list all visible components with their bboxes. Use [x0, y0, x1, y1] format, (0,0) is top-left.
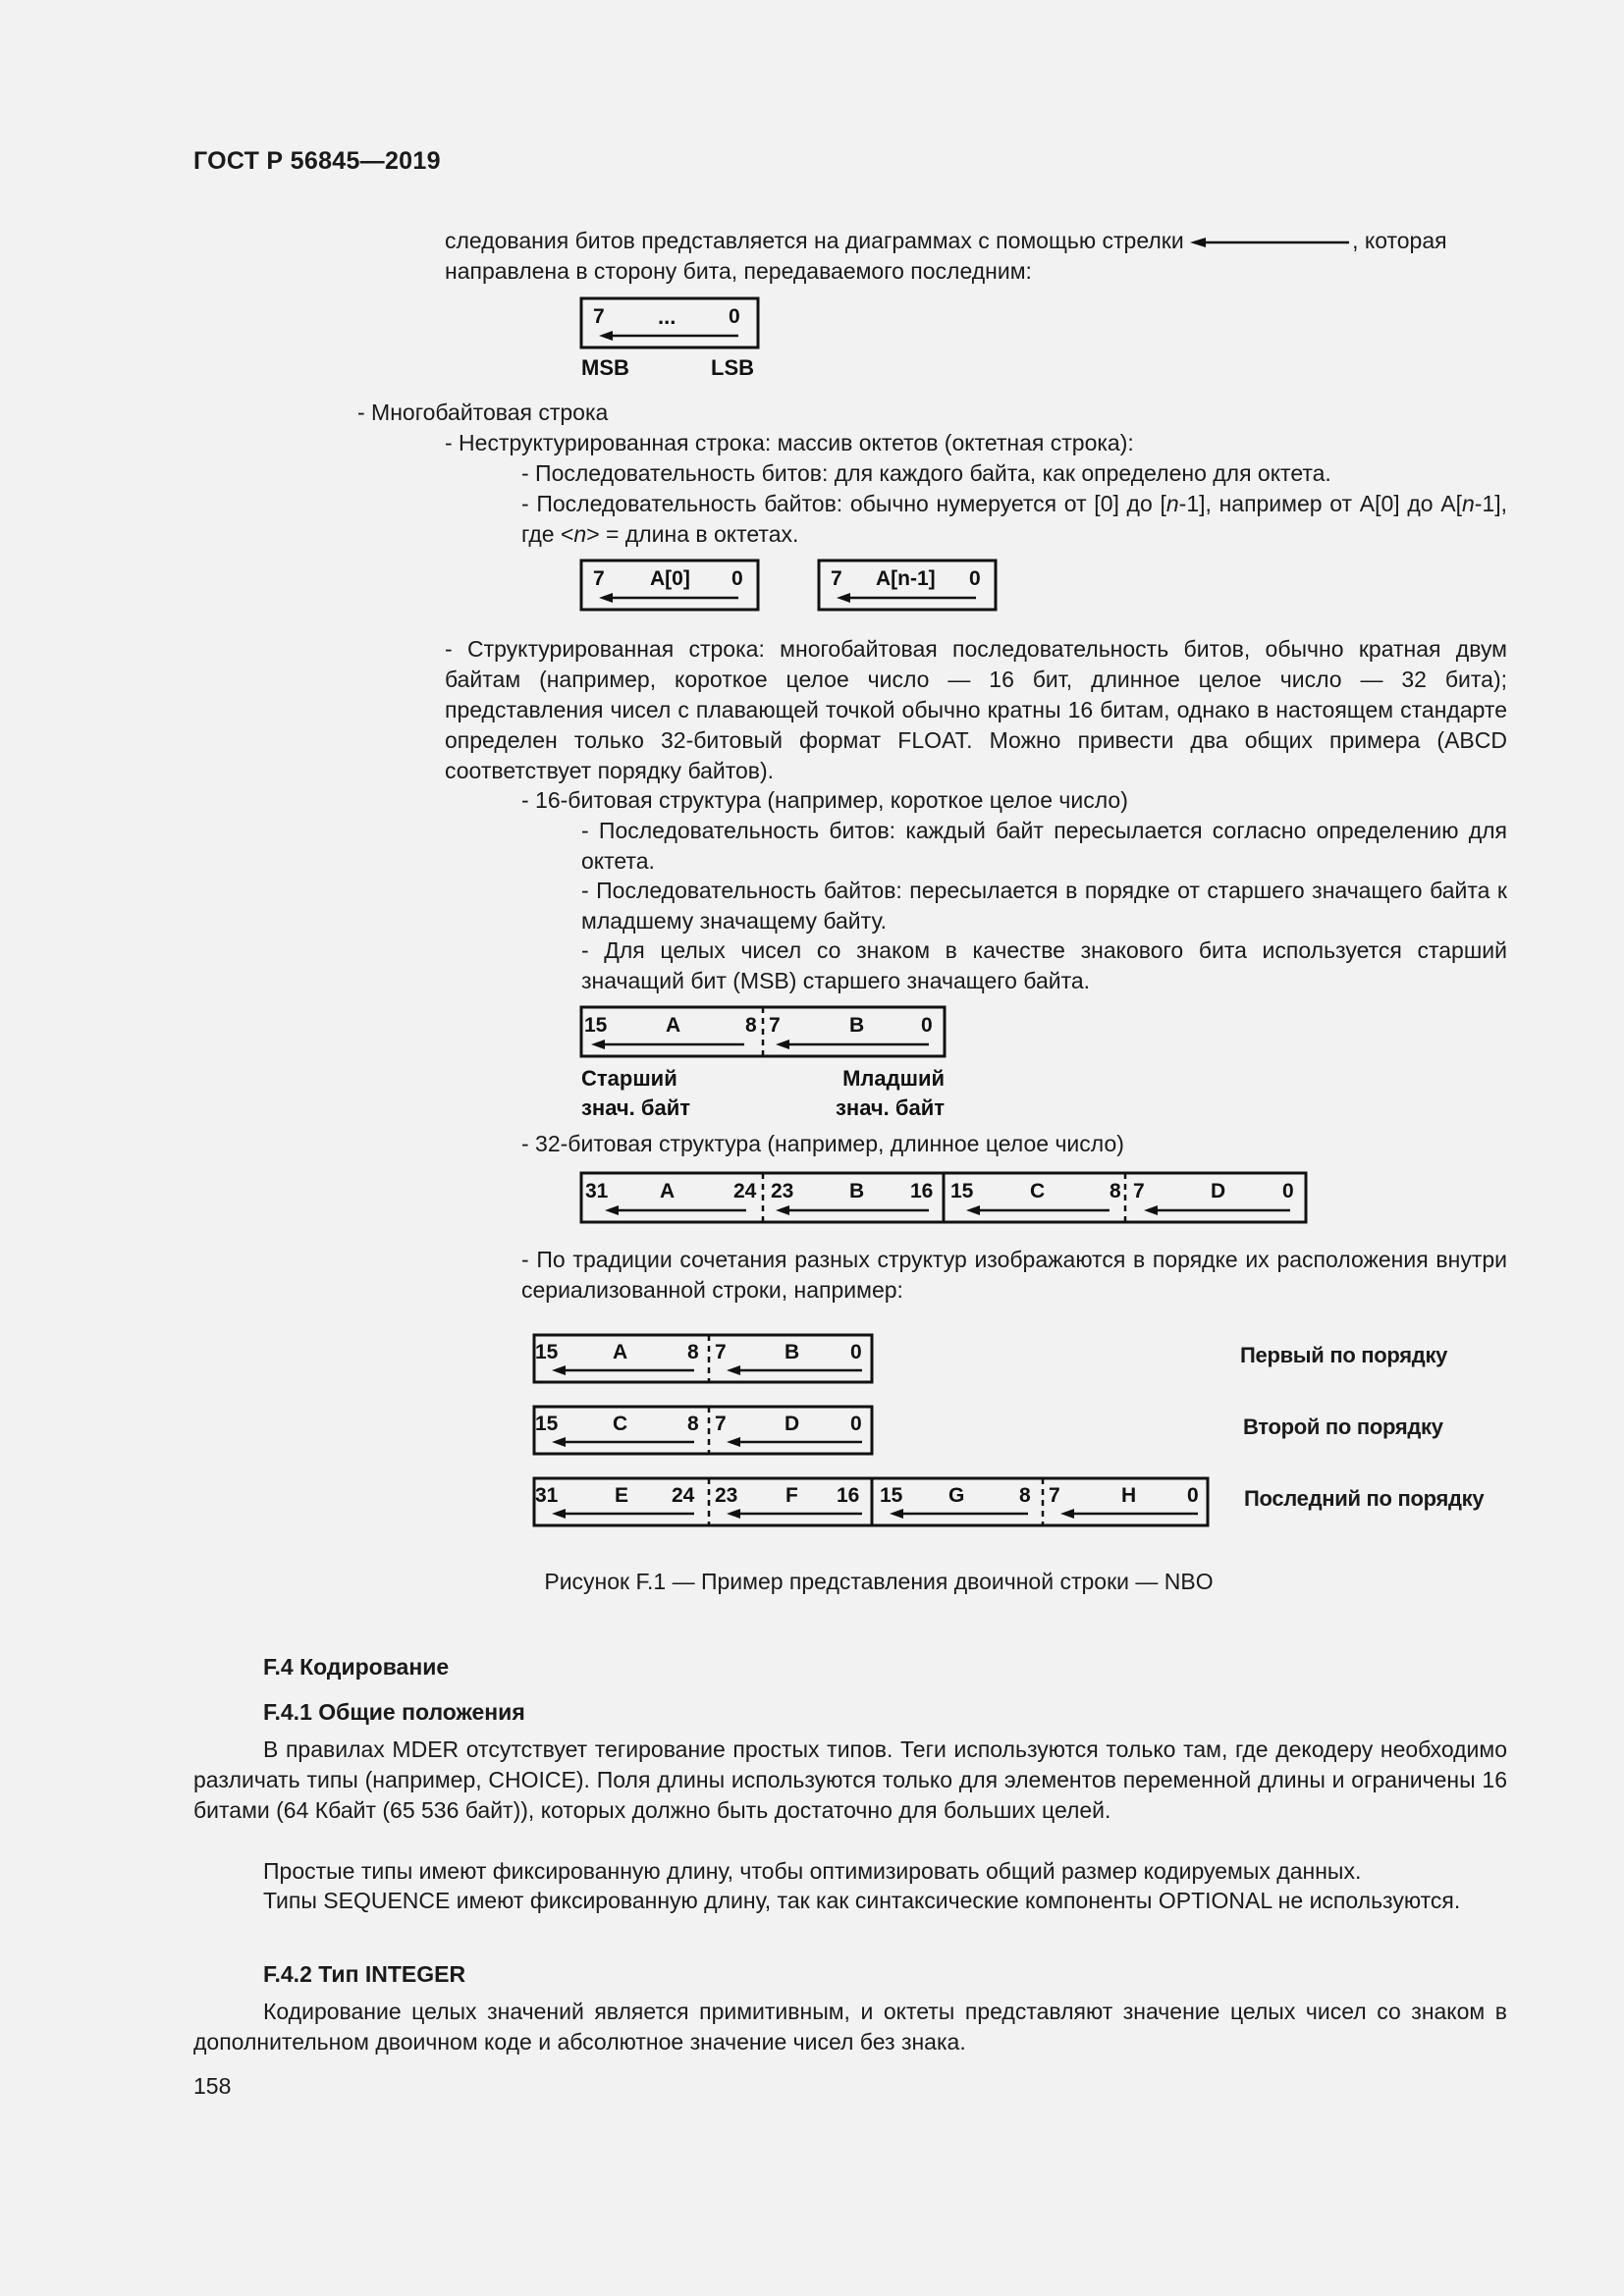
- tradition-paragraph: - По традиции сочетания разных структур изображаются в порядке их расположения внутри сериализованной строки, например:: [521, 1247, 1507, 1303]
- d32-n24: 24: [733, 1180, 757, 1202]
- r3-n8: 8: [1019, 1484, 1031, 1507]
- section-f41-title: F.4.1 Общие положения: [263, 1699, 525, 1725]
- r1-y: B: [785, 1341, 800, 1363]
- d16-a: A: [666, 1014, 681, 1037]
- page-number: 158: [193, 2073, 232, 2099]
- r3-n31: 31: [535, 1484, 559, 1507]
- f41-paragraph-2: Простые типы имеют фиксированную длину, чтобы оптимизировать общий размер кодируемых данных.: [263, 1858, 1362, 1884]
- s16-sign: - Для целых чисел со знаком в качестве знакового бита используется старший значащий бит (MSB) старшего значащего байта.: [581, 937, 1507, 993]
- byte-seq-text-5: > = длина в октетах.: [586, 521, 799, 547]
- d32-n15: 15: [950, 1180, 974, 1202]
- s16-bits: - Последовательность битов: каждый байт пересылается согласно определению для октета.: [581, 818, 1507, 874]
- array-diagram: [579, 559, 1001, 617]
- byte-seq-text-3: A[: [1440, 491, 1462, 516]
- multibyte-title: - Многобайтовая строка: [357, 400, 609, 425]
- d32-n16: 16: [910, 1180, 934, 1202]
- d32-n7: 7: [1133, 1180, 1145, 1202]
- octet-bit-lo: 0: [729, 305, 740, 328]
- d16-lsbyte-label-2: знач. байт: [835, 1095, 945, 1120]
- bit-sequence-item: - Последовательность битов: для каждого байта, как определено для октета.: [521, 460, 1331, 486]
- octet-diagram: [579, 296, 766, 385]
- lsb-label: LSB: [711, 355, 754, 380]
- order-diagram-second: [532, 1405, 876, 1460]
- order-label-first: Первый по порядку: [1240, 1343, 1448, 1367]
- r3-f: F: [785, 1484, 798, 1507]
- r3-g: G: [948, 1484, 965, 1507]
- array-box2-name: A[n-1]: [876, 567, 936, 590]
- d32-n31: 31: [585, 1180, 609, 1202]
- d16-msbyte-label-1: Старший: [581, 1066, 677, 1091]
- structured-paragraph: - Структурированная строка: многобайтовая последовательность битов, обычно кратная двум байтам (например, короткое целое число — 16 бит, длинное целое число — 32 бита); представления чисел с плавающей точкой обычно кратны 16 битам, однако в настоящем стандарте определен только 32-битовый формат FLOAT. Можно привести два общих примера (ABCD соответствует порядку байтов).: [445, 636, 1507, 783]
- r3-n7: 7: [1049, 1484, 1060, 1507]
- r1-x: A: [613, 1341, 628, 1363]
- intro-line-1: [445, 226, 1507, 256]
- d32-a: A: [660, 1180, 676, 1202]
- byte-seq-text-1: - Последовательность байтов: обычно нумеруется от [0] до [: [521, 491, 1166, 516]
- d16-a-hi: 15: [584, 1014, 608, 1037]
- msb-label: MSB: [581, 355, 629, 380]
- octet-arrow-head: [599, 331, 613, 341]
- array-box1-hi: 7: [593, 567, 605, 590]
- d16-b-lo: 0: [921, 1014, 933, 1037]
- order-diagram-first: [532, 1333, 876, 1388]
- d16-lsbyte-label-1: Младший: [842, 1066, 945, 1091]
- r3-h: H: [1121, 1484, 1137, 1507]
- r1-m1: 8: [687, 1341, 699, 1363]
- diagram-32bit: [579, 1171, 1311, 1228]
- f42-paragraph-1: Кодирование целых значений является примитивным, и октеты представляют значение целых чисел со знаком в дополнительном двоичном коде и абсолютное значение чисел без знака.: [193, 1999, 1507, 2055]
- s16-title: - 16-битовая структура (например, короткое целое число): [521, 787, 1128, 813]
- diagram-16bit: [579, 1005, 952, 1119]
- byte-seq-n-1: n: [1165, 491, 1179, 516]
- byte-seq-n-2: n: [1461, 491, 1475, 516]
- r2-lo: 0: [850, 1413, 862, 1435]
- d16-b-hi: 7: [769, 1014, 781, 1037]
- s32-title: - 32-битовая структура (например, длинное целое число): [521, 1131, 1124, 1156]
- r1-hi: 15: [535, 1341, 559, 1363]
- d32-b: B: [849, 1180, 865, 1202]
- array-box1-name: A[0]: [650, 567, 690, 590]
- f41-paragraph-3: Типы SEQUENCE имеют фиксированную длину, так как синтаксические компоненты OPTIONAL не используются.: [263, 1888, 1461, 1913]
- r3-n0: 0: [1187, 1484, 1199, 1507]
- r2-y: D: [785, 1413, 800, 1435]
- intro-text-after: , которая: [1352, 228, 1447, 253]
- byte-seq-text-4: -1], где <: [521, 491, 1508, 547]
- unstructured-item: - Неструктурированная строка: массив октетов (октетная строка):: [445, 430, 1134, 455]
- r1-lo: 0: [850, 1341, 862, 1363]
- r2-m2: 7: [715, 1413, 727, 1435]
- r2-m1: 8: [687, 1413, 699, 1435]
- octet-bit-hi: 7: [593, 305, 605, 328]
- d16-b: B: [849, 1014, 865, 1037]
- figure-caption: Рисунок F.1 — Пример представления двоичной строки — NBO: [544, 1569, 1214, 1594]
- array-box2-hi: 7: [831, 567, 842, 590]
- f41-paragraph-1: В правилах MDER отсутствует тегирование простых типов. Теги используются только там, где декодеру необходимо различать типы (например, CHOICE). Поля длины используются только для элементов переменной длины и ограничены 16 битами (64 Кбайт (65 536 байт)), которых должно быть достаточно для больших целей.: [193, 1736, 1507, 1823]
- r3-n23: 23: [715, 1484, 738, 1507]
- intro-text-before: следования битов представляется на диаграммах с помощью стрелки: [445, 228, 1191, 253]
- d32-c: C: [1030, 1180, 1046, 1202]
- r1-m2: 7: [715, 1341, 727, 1363]
- r3-n24: 24: [672, 1484, 695, 1507]
- octet-ellipsis: ...: [658, 304, 677, 329]
- d32-n0: 0: [1282, 1180, 1294, 1202]
- s16-bytes: - Последовательность байтов: пересылается в порядке от старшего значащего байта к младшему значащему байту.: [581, 878, 1507, 934]
- section-f4-title: F.4 Кодирование: [263, 1654, 450, 1680]
- r3-e: E: [615, 1484, 629, 1507]
- arrow-left-icon: [1190, 236, 1352, 249]
- array-box1-lo: 0: [731, 567, 743, 590]
- d32-n8: 8: [1110, 1180, 1121, 1202]
- byte-seq-text-2: -1], например от A[0] до: [1178, 491, 1434, 516]
- d32-n23: 23: [771, 1180, 794, 1202]
- document-header: ГОСТ Р 56845—2019: [193, 147, 441, 175]
- r2-x: C: [613, 1413, 628, 1435]
- array-box2-lo: 0: [969, 567, 981, 590]
- r2-hi: 15: [535, 1413, 559, 1435]
- intro-line-2: направлена в сторону бита, передаваемого последним:: [445, 258, 1032, 284]
- d16-msbyte-label-2: знач. байт: [581, 1095, 691, 1120]
- section-f42-title: F.4.2 Тип INTEGER: [263, 1961, 466, 1987]
- order-label-second: Второй по порядку: [1243, 1415, 1443, 1439]
- d32-d: D: [1211, 1180, 1226, 1202]
- order-diagram-last: [532, 1476, 1212, 1531]
- order-label-last: Последний по порядку: [1244, 1486, 1485, 1511]
- d16-a-lo: 8: [745, 1014, 757, 1037]
- byte-sequence-item: [521, 489, 1507, 550]
- byte-seq-n-3: n: [573, 521, 587, 547]
- r3-n16: 16: [837, 1484, 860, 1507]
- r3-n15: 15: [880, 1484, 903, 1507]
